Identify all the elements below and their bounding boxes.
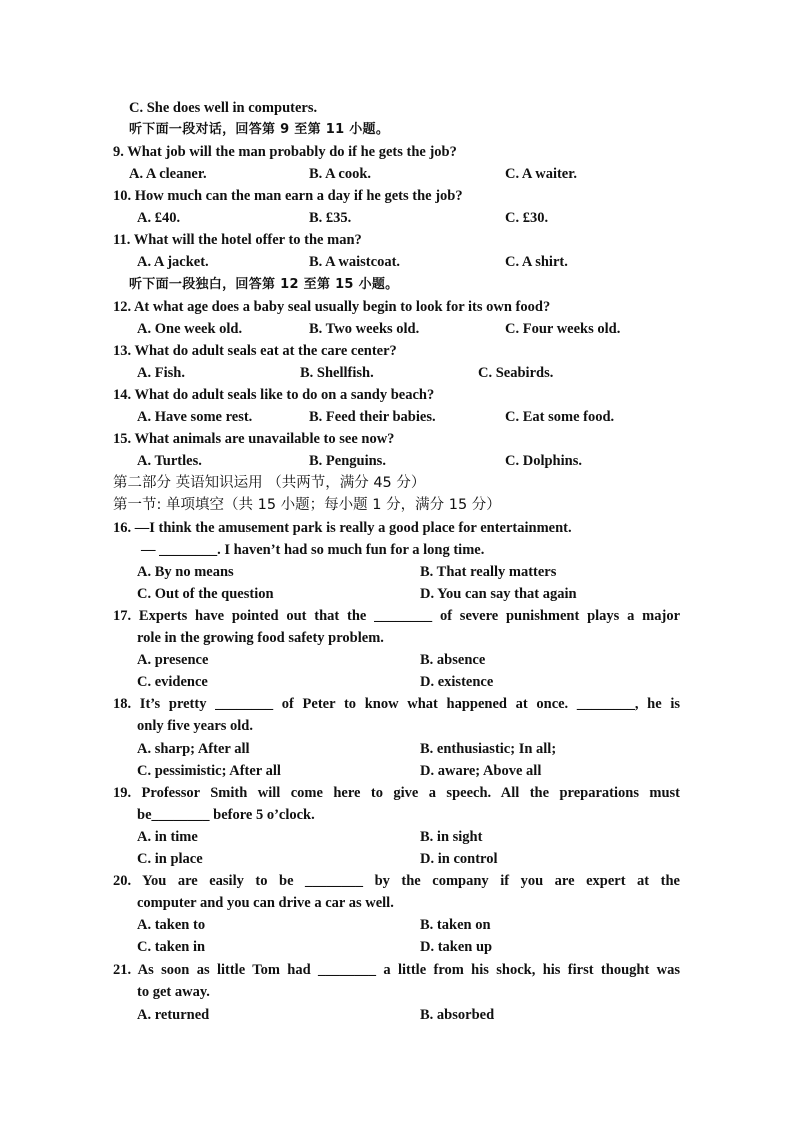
option-a: A. A cleaner. <box>129 166 207 182</box>
option-d: D. aware; Above all <box>420 763 542 779</box>
option-b: B. That really matters <box>420 564 557 580</box>
question-11: 11. What will the hotel offer to the man? <box>113 232 362 248</box>
question-18 <box>113 693 680 715</box>
option-d: D. taken up <box>420 939 493 955</box>
question-21-cont: to get away. <box>137 984 210 1000</box>
option-a: A. returned <box>137 1007 210 1023</box>
option-b: B. Two weeks old. <box>309 321 420 337</box>
option-c: C. Seabirds. <box>478 365 554 381</box>
question-19-options-ab <box>0 826 794 848</box>
option-c: C. A shirt. <box>505 254 568 270</box>
option-a: A. sharp; After all <box>137 741 250 757</box>
option-a: A. By no means <box>137 564 234 580</box>
section-1-heading: 第一节: 单项填空（共 15 小题；每小题 1 分，满分 15 分） <box>113 497 501 513</box>
question-13-options <box>0 362 794 384</box>
option-b: B. taken on <box>420 917 491 933</box>
question-21-options-ab <box>0 1004 794 1026</box>
question-20-options-cd <box>0 936 794 958</box>
question-14: 14. What do adult seals like to do on a sandy beach? <box>113 387 435 403</box>
question-20 <box>113 870 680 892</box>
option-d: D. in control <box>420 851 498 867</box>
question-9: 9. What job will the man probably do if he gets the job? <box>113 144 457 160</box>
question-21 <box>113 959 680 981</box>
question-16: 16. —I think the amusement park is really a good place for entertainment. <box>113 520 572 536</box>
option-a: A. presence <box>137 652 209 668</box>
option-d: D. existence <box>420 674 494 690</box>
question-17-cont: role in the growing food safety problem. <box>137 630 384 646</box>
option-b: B. A waistcoat. <box>309 254 401 270</box>
question-16-options-cd <box>0 583 794 605</box>
question-16-options-ab <box>0 561 794 583</box>
question-12: 12. At what age does a baby seal usually begin to look for its own food? <box>113 299 551 315</box>
option-c: C. taken in <box>137 939 206 955</box>
option-b: B. Penguins. <box>309 453 386 469</box>
option-b: B. enthusiastic; In all; <box>420 741 557 757</box>
option-a: A. £40. <box>137 210 181 226</box>
question-17-options-ab <box>0 649 794 671</box>
question-18-text: 18. It’s pretty ________ of Peter to know what happened at once. ________, he is <box>113 696 680 712</box>
option-b: B. absorbed <box>420 1007 495 1023</box>
question-14-options <box>0 406 794 428</box>
question-18-options-ab <box>0 738 794 760</box>
question-17-options-cd <box>0 671 794 693</box>
instruction-monologue: 听下面一段独白，回答第 12 至第 15 小题。 <box>129 277 399 292</box>
option-c: C. evidence <box>137 674 208 690</box>
question-19-options-cd <box>0 848 794 870</box>
question-17 <box>113 605 680 627</box>
question-17-text: 17. Experts have pointed out that the ________ of severe punishment plays a major <box>113 608 680 624</box>
option-a: A. Turtles. <box>137 453 202 469</box>
option-a: A. in time <box>137 829 198 845</box>
question-20-options-ab <box>0 914 794 936</box>
question-9-options <box>0 163 794 185</box>
question-10-options <box>0 207 794 229</box>
option-c: C. Dolphins. <box>505 453 582 469</box>
option-b: B. in sight <box>420 829 483 845</box>
option-c: C. Eat some food. <box>505 409 615 425</box>
option-c: C. pessimistic; After all <box>137 763 281 779</box>
part-2-heading: 第二部分 英语知识运用 （共两节，满分 45 分） <box>113 475 426 491</box>
question-20-text: 20. You are easily to be ________ by the company if you are expert at the <box>113 873 680 889</box>
question-21-text: 21. As soon as little Tom had ________ a little from his shock, his first thought was <box>113 962 680 978</box>
option-a: A. Have some rest. <box>137 409 253 425</box>
question-15: 15. What animals are unavailable to see now? <box>113 431 395 447</box>
option-b: B. £35. <box>309 210 352 226</box>
option-b: B. Feed their babies. <box>309 409 436 425</box>
question-19 <box>113 782 680 804</box>
option-b: B. A cook. <box>309 166 372 182</box>
question-18-options-cd <box>0 760 794 782</box>
question-10: 10. How much can the man earn a day if he gets the job? <box>113 188 463 204</box>
question-12-options <box>0 318 794 340</box>
question-19-cont: be________ before 5 o’clock. <box>137 807 315 823</box>
option-a: A. One week old. <box>137 321 243 337</box>
option-a: A. Fish. <box>137 365 185 381</box>
option-b: B. Shellfish. <box>300 365 374 381</box>
option-c: C. Four weeks old. <box>505 321 621 337</box>
question-16-reply: — ________. I haven’t had so much fun for a long time. <box>141 542 485 558</box>
question-11-options <box>0 251 794 273</box>
question-15-options <box>0 450 794 472</box>
question-19-text: 19. Professor Smith will come here to give a speech. All the preparations must <box>113 785 680 801</box>
q8-option-c: C. She does well in computers. <box>129 100 318 116</box>
option-b: B. absence <box>420 652 486 668</box>
question-18-cont: only five years old. <box>137 718 253 734</box>
option-d: D. You can say that again <box>420 586 577 602</box>
option-a: A. A jacket. <box>137 254 209 270</box>
option-c: C. in place <box>137 851 203 867</box>
option-c: C. A waiter. <box>505 166 577 182</box>
question-13: 13. What do adult seals eat at the care center? <box>113 343 397 359</box>
option-c: C. £30. <box>505 210 549 226</box>
option-a: A. taken to <box>137 917 206 933</box>
instruction-dialogue: 听下面一段对话，回答第 9 至第 11 小题。 <box>129 122 390 137</box>
option-c: C. Out of the question <box>137 586 274 602</box>
question-20-cont: computer and you can drive a car as well. <box>137 895 394 911</box>
